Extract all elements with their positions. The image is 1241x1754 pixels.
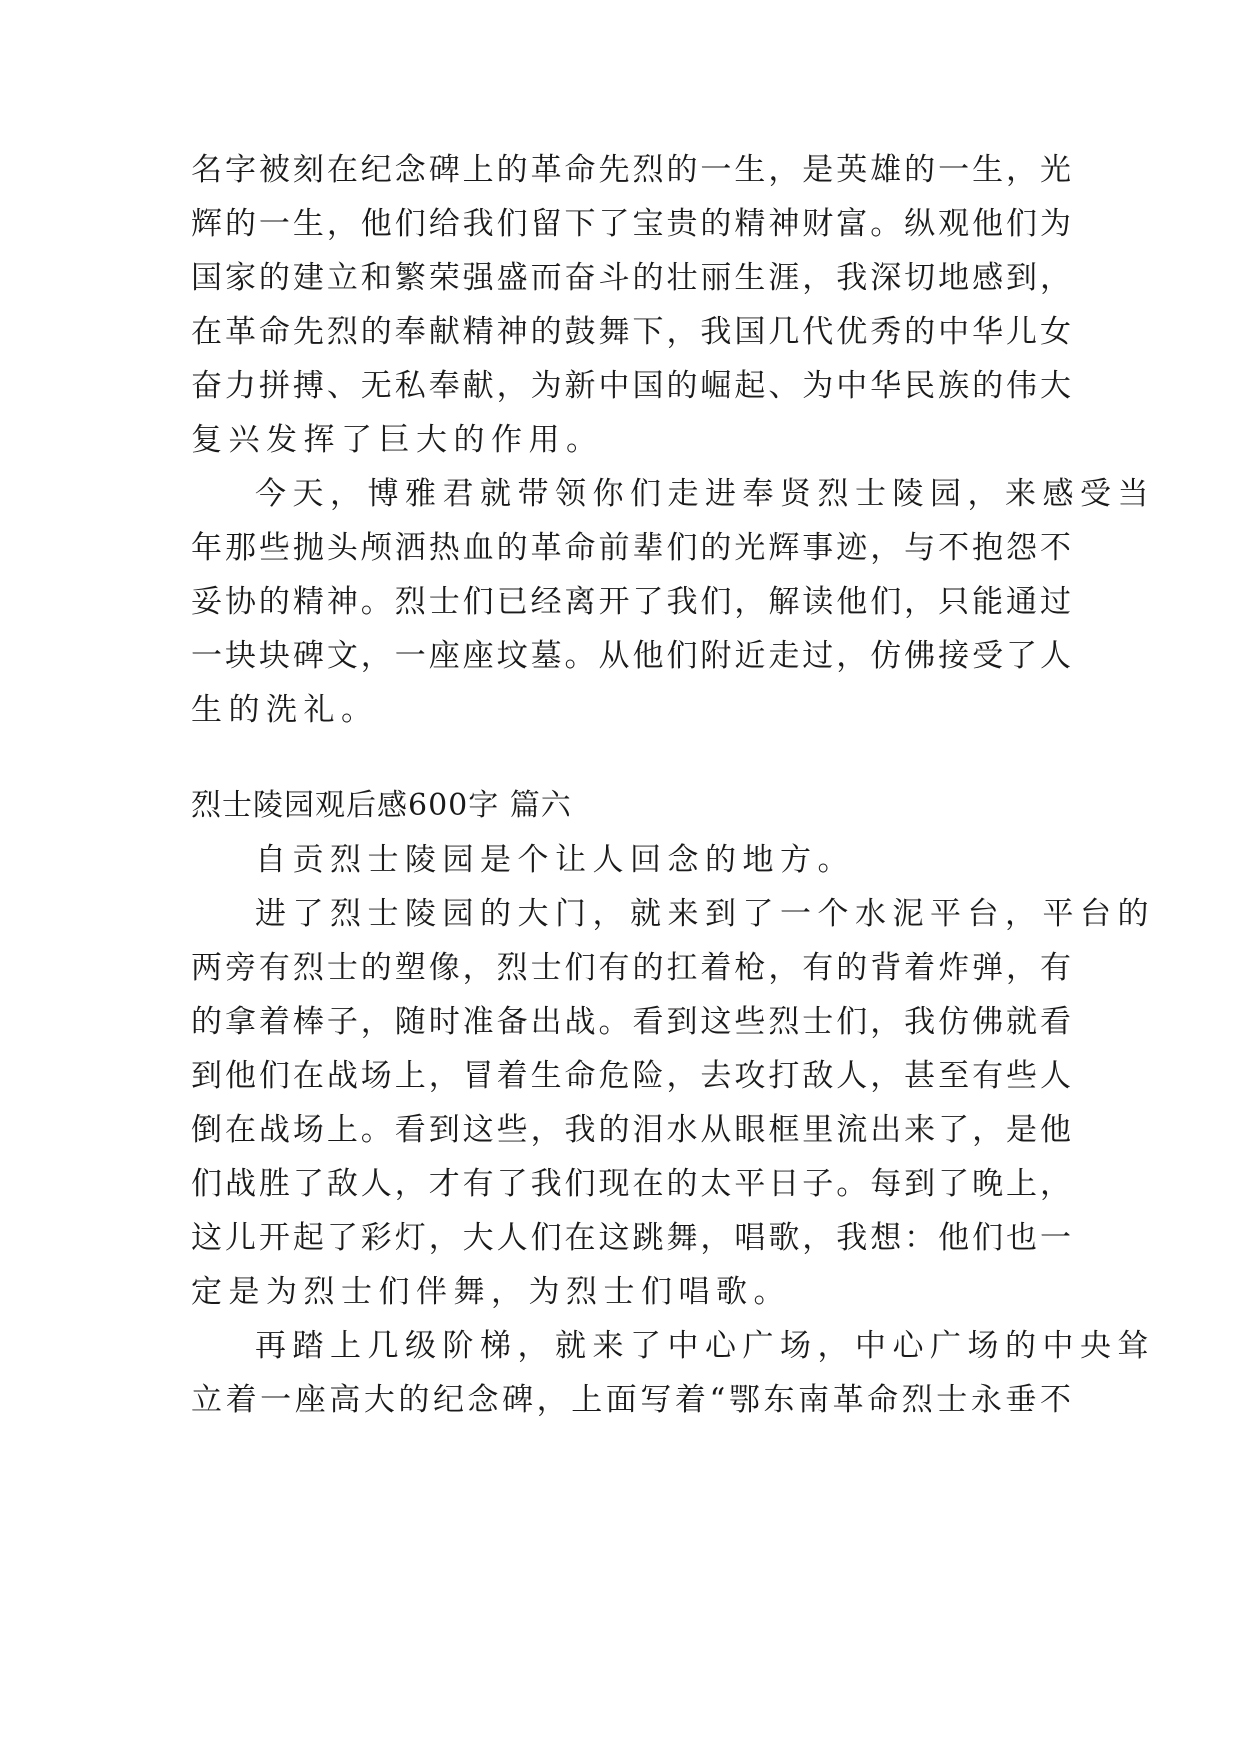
paragraph-line: 立着一座高大的纪念碑，上面写着“鄂东南革命烈士永垂不 bbox=[191, 1382, 1071, 1418]
paragraph-line: 今天，博雅君就带领你们走进奉贤烈士陵园，来感受当 bbox=[255, 476, 1155, 512]
paragraph-line: 自贡烈士陵园是个让人回念的地方。 bbox=[255, 842, 855, 878]
paragraph-line: 的拿着棒子，随时准备出战。看到这些烈士们，我仿佛就看 bbox=[191, 1004, 1071, 1040]
paragraph-line: 两旁有烈士的塑像，烈士们有的扛着枪，有的背着炸弹，有 bbox=[191, 950, 1071, 986]
paragraph-line: 辉的一生，他们给我们留下了宝贵的精神财富。纵观他们为 bbox=[191, 206, 1071, 242]
paragraph-line: 到他们在战场上，冒着生命危险，去攻打敌人，甚至有些人 bbox=[191, 1058, 1071, 1094]
paragraph-line: 奋力拼搏、无私奉献，为新中国的崛起、为中华民族的伟大 bbox=[191, 368, 1071, 404]
paragraph-line: 倒在战场上。看到这些，我的泪水从眼框里流出来了，是他 bbox=[191, 1112, 1071, 1148]
paragraph-line: 定是为烈士们伴舞，为烈士们唱歌。 bbox=[191, 1274, 791, 1310]
paragraph-line: 国家的建立和繁荣强盛而奋斗的壮丽生涯，我深切地感到， bbox=[191, 260, 1071, 296]
paragraph-line: 再踏上几级阶梯，就来了中心广场，中心广场的中央耸 bbox=[255, 1328, 1155, 1364]
paragraph-line: 名字被刻在纪念碑上的革命先烈的一生，是英雄的一生，光 bbox=[191, 152, 1071, 188]
paragraph-line: 进了烈士陵园的大门，就来到了一个水泥平台，平台的 bbox=[255, 896, 1155, 932]
paragraph-line: 复兴发挥了巨大的作用。 bbox=[191, 422, 604, 458]
paragraph-line: 生的洗礼。 bbox=[191, 692, 379, 728]
paragraph-line: 妥协的精神。烈士们已经离开了我们，解读他们，只能通过 bbox=[191, 584, 1071, 620]
paragraph-line: 一块块碑文，一座座坟墓。从他们附近走过，仿佛接受了人 bbox=[191, 638, 1071, 674]
paragraph-line: 年那些抛头颅洒热血的革命前辈们的光辉事迹，与不抱怨不 bbox=[191, 530, 1071, 566]
section-heading: 烈士陵园观后感600字 篇六 bbox=[191, 788, 572, 823]
paragraph-line: 在革命先烈的奉献精神的鼓舞下，我国几代优秀的中华儿女 bbox=[191, 314, 1071, 350]
paragraph-line: 这儿开起了彩灯，大人们在这跳舞，唱歌，我想：他们也一 bbox=[191, 1220, 1071, 1256]
paragraph-line: 们战胜了敌人，才有了我们现在的太平日子。每到了晚上， bbox=[191, 1166, 1071, 1202]
